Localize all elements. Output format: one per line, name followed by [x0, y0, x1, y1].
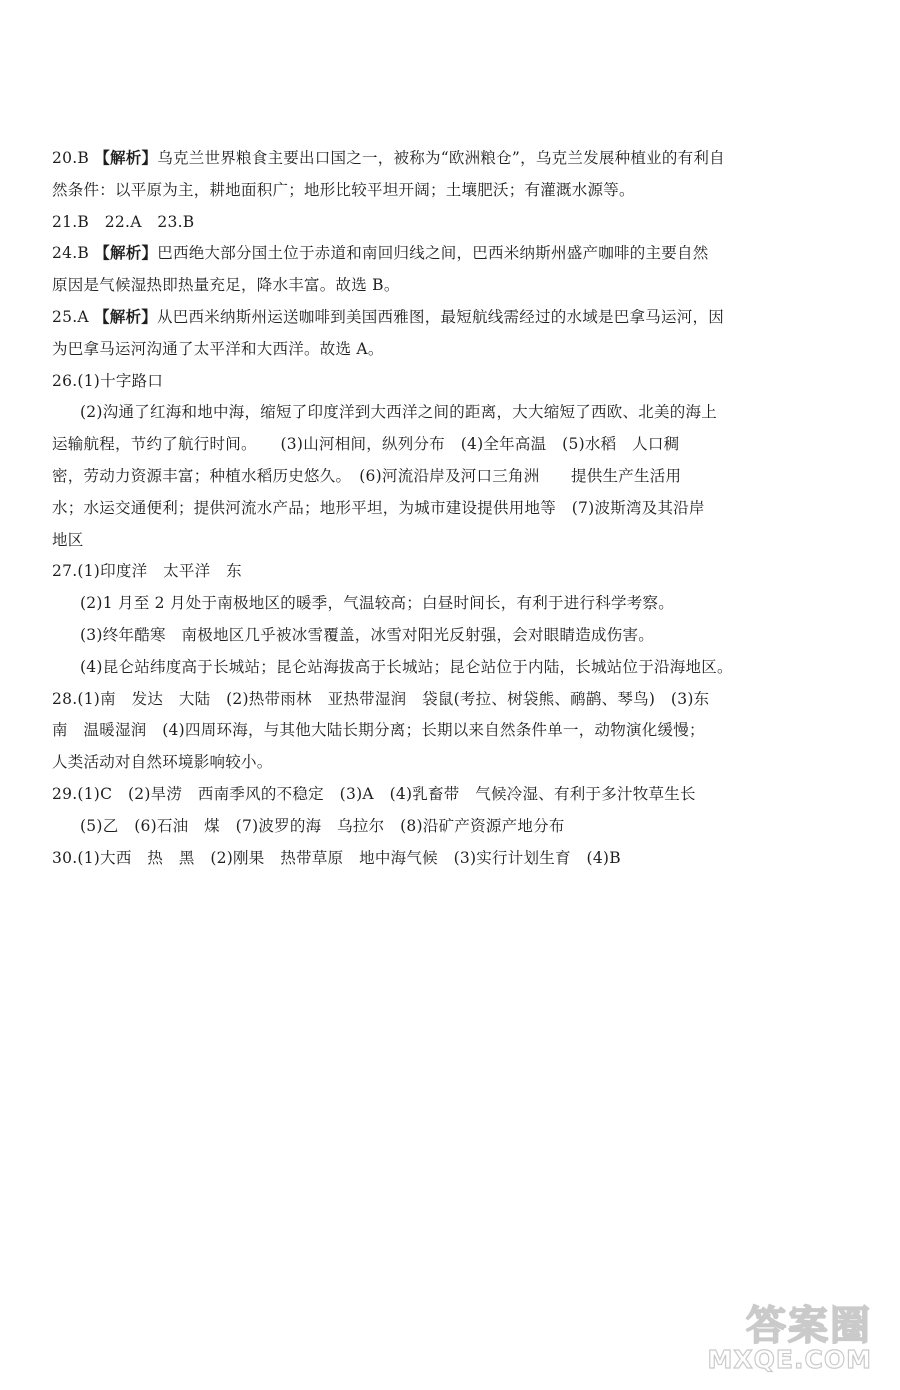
answer-page: [52, 143, 852, 874]
analysis-tag: 【解析】: [94, 149, 158, 167]
answer-25-line-2: 为巴拿马运河沟通了太平洋和大西洋。故选 A。: [52, 339, 384, 358]
answer-28-line-2: 南 温暖湿润 (4)四周环海，与其他大陆长期分离；长期以来自然条件单一，动物演化缓慢；: [52, 721, 705, 740]
answer-20-line-2: 然条件：以平原为主，耕地面积广；地形比较平坦开阔；土壤肥沃；有灌溉水源等。: [52, 180, 635, 199]
answer-20-line-1: 20.B 【解析】乌克兰世界粮食主要出口国之一，被称为“欧洲粮仓”，乌克兰发展种植业的有利自: [52, 149, 725, 167]
answer-26-line-4: 密，劳动力资源丰富；种植水稻历史悠久。 (6)河流沿岸及河口三角洲 提供生产生活用: [52, 466, 682, 485]
answer-29-line-2: (5)乙 (6)石油 煤 (7)波罗的海 乌拉尔 (8)沿矿产资源产地分布: [80, 816, 565, 835]
watermark-logo-text: 答案圈: [746, 1303, 872, 1349]
answer-26-line-2: (2)沟通了红海和地中海，缩短了印度洋到大西洋之间的距离，大大缩短了西欧、北美的海上: [80, 403, 717, 422]
answer-21-23: 21.B 22.A 23.B: [52, 212, 195, 231]
analysis-tag: 【解析】: [94, 307, 158, 326]
watermark-url: MXQE.COM: [707, 1345, 872, 1374]
answer-28-line-1: 28.(1)南 发达 大陆 (2)热带雨林 亚热带湿润 袋鼠(考拉、树袋熊、鸸鹋、琴鸟) (3)东: [52, 689, 710, 708]
answer-27-line-3: (3)终年酷寒 南极地区几乎被冰雪覆盖，冰雪对阳光反射强，会对眼睛造成伤害。: [80, 625, 654, 644]
answer-28-line-3: 人类活动对自然环境影响较小。: [52, 753, 273, 772]
analysis-tag: 【解析】: [94, 244, 158, 263]
answer-24-line-2: 原因是气候湿热即热量充足，降水丰富。故选 B。: [52, 276, 400, 295]
answer-26-line-1: 26.(1)十字路口: [52, 371, 164, 390]
answer-27-line-4: (4)昆仑站纬度高于长城站；昆仑站海拔高于长城站；昆仑站位于内陆，长城站位于沿海地区。: [80, 657, 733, 676]
answer-26-line-3: 运输航程，节约了航行时间。 (3)山河相间，纵列分布 (4)全年高温 (5)水稻 人口稠: [52, 435, 680, 454]
answer-25-line-1: 25.A 【解析】从巴西米纳斯州运送咖啡到美国西雅图，最短航线需经过的水域是巴拿马运河，因: [52, 307, 725, 326]
answer-30-line-1: 30.(1)大西 热 黑 (2)刚果 热带草原 地中海气候 (3)实行计划生育 (4)B: [52, 848, 621, 867]
answer-27-line-2: (2)1 月至 2 月处于南极地区的暖季，气温较高；白昼时间长，有利于进行科学考察。: [80, 594, 674, 613]
answer-27-line-1: 27.(1)印度洋 太平洋 东: [52, 562, 242, 581]
answer-26-line-6: 地区: [52, 530, 84, 549]
answer-26-line-5: 水；水运交通便利；提供河流水产品；地形平坦，为城市建设提供用地等 (7)波斯湾及其沿岸: [52, 498, 705, 517]
answer-24-line-1: 24.B 【解析】巴西绝大部分国土位于赤道和南回归线之间，巴西米纳斯州盛产咖啡的主要自然: [52, 244, 709, 263]
site-watermark: [684, 1294, 872, 1374]
answer-29-line-1: 29.(1)C (2)旱涝 西南季风的不稳定 (3)A (4)乳畜带 气候冷湿、有利于多汁牧草生长: [52, 784, 696, 803]
